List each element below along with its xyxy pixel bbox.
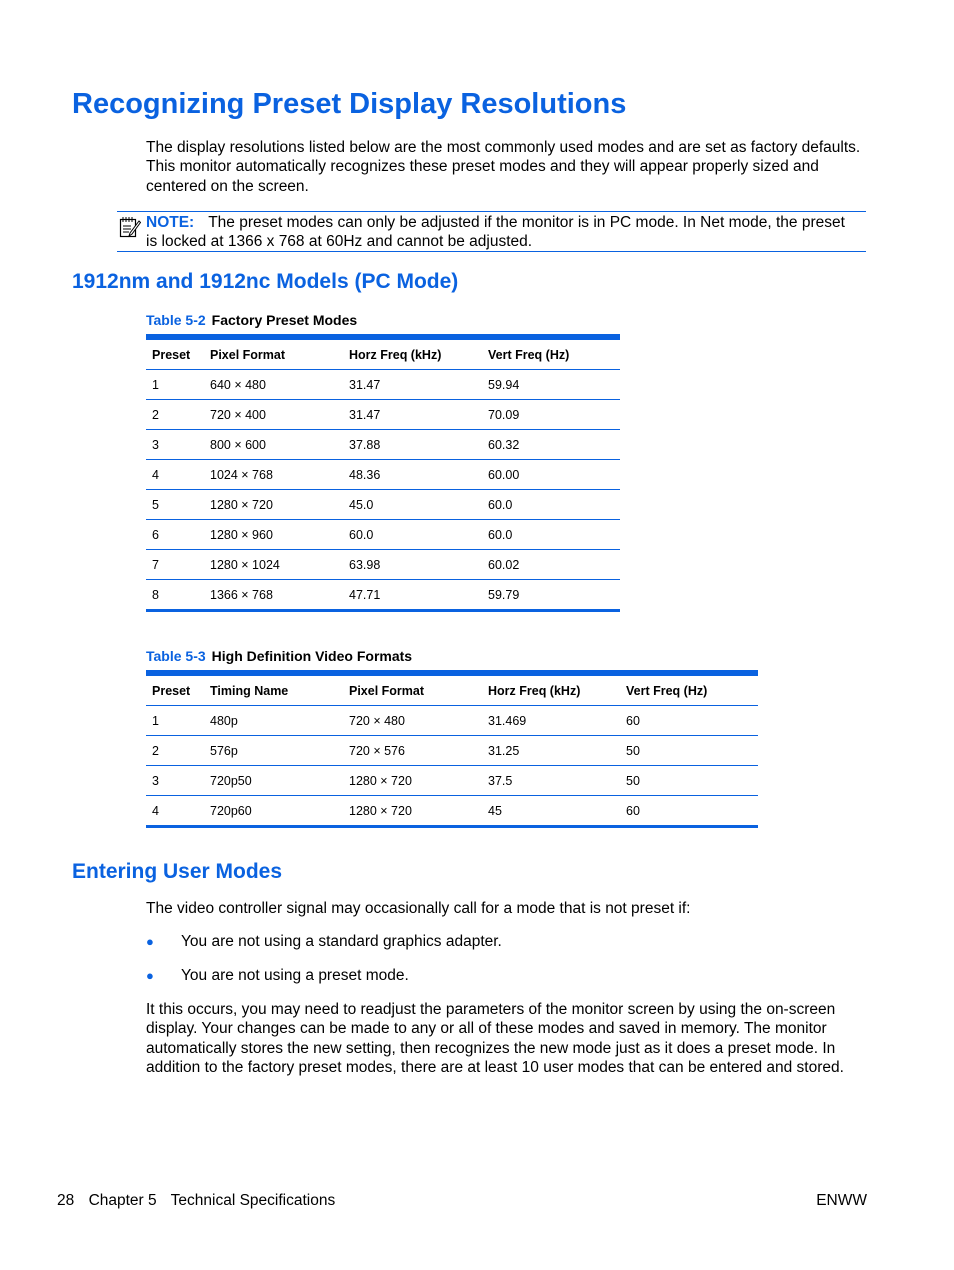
table-cell: 45.0 [343, 490, 482, 520]
table-header-row [146, 337, 620, 370]
chapter-title: Technical Specifications [170, 1192, 336, 1209]
table-row [146, 490, 620, 520]
table2-caption [146, 648, 412, 664]
section-heading-user-modes: Entering User Modes [72, 860, 283, 883]
column-header: Vert Freq (Hz) [620, 673, 758, 706]
table-cell: 31.47 [343, 370, 482, 400]
table-cell: 640 × 480 [204, 370, 343, 400]
column-header: Pixel Format [204, 337, 343, 370]
table-cell: 5 [146, 490, 204, 520]
table-cell: 720p50 [204, 766, 343, 796]
table-cell: 720p60 [210, 803, 252, 818]
table-cell: 48.36 [343, 460, 482, 490]
table-cell: 1024 × 768 [204, 460, 343, 490]
user-body-paragraph: It this occurs, you may need to readjust the parameters of the monitor screen by using the on-screen display. Your changes can be made to any or all of these modes and saved in memory. The monitor automatically stores the new setting, then recognizes the new mode just as it does a preset mode. In addition to the factory preset modes, there are at least 10 user modes that can be entered and stored. [146, 1001, 844, 1076]
table-cell: 60.0 [343, 520, 482, 550]
table-cell: 60.0 [482, 490, 620, 520]
table-cell: 59.94 [482, 370, 620, 400]
table-cell: 45 [488, 803, 502, 818]
note-text: The preset modes can only be adjusted if the monitor is in PC mode. In Net mode, the preset is locked at 1366 x 768 at 60Hz and cannot be adjusted. [146, 214, 845, 251]
column-header: Timing Name [204, 673, 343, 706]
table1-number: Table 5-2 [146, 312, 206, 328]
table-cell: 59.79 [488, 587, 520, 602]
table-cell: 50 [620, 766, 758, 796]
table-cell: 720 × 576 [343, 736, 482, 766]
table-cell: 720 × 480 [343, 706, 482, 736]
table-cell: 60.00 [482, 460, 620, 490]
table-cell: 1280 × 720 [349, 803, 412, 818]
column-header: Horz Freq (kHz) [343, 337, 482, 370]
column-header: Preset [146, 337, 204, 370]
table-row [146, 736, 758, 766]
hd-video-formats-table [146, 670, 758, 828]
table-row [146, 550, 620, 580]
table-row [146, 460, 620, 490]
column-header: Pixel Format [343, 673, 482, 706]
table-cell: 50 [620, 736, 758, 766]
page-title: Recognizing Preset Display Resolutions [72, 88, 627, 120]
note-icon [119, 216, 141, 238]
footer-code: ENWW [816, 1192, 867, 1209]
table2-title: High Definition Video Formats [211, 648, 413, 664]
table-row [146, 520, 620, 550]
user-intro-paragraph: The video controller signal may occasionally call for a mode that is not preset if: [146, 900, 691, 917]
column-header: Vert Freq (Hz) [482, 337, 620, 370]
intro-paragraph: The display resolutions listed below are the most commonly used modes and are set as factory defaults. This monitor automatically recognizes these preset modes and they will appear properly sized and centered on the screen. [146, 139, 861, 195]
table-row [146, 370, 620, 400]
table-row [146, 400, 620, 430]
table-cell: 60 [626, 803, 640, 818]
table-cell: 1 [146, 706, 204, 736]
table-cell: 576p [204, 736, 343, 766]
table-cell: 7 [146, 550, 204, 580]
table-row [146, 766, 758, 796]
table1-title: Factory Preset Modes [211, 312, 358, 328]
page-footer [57, 1192, 345, 1210]
table-row [146, 580, 620, 611]
table-cell: 3 [146, 430, 204, 460]
bullet-icon: ● [146, 934, 154, 949]
table-cell: 4 [146, 460, 204, 490]
table-cell: 63.98 [343, 550, 482, 580]
bullet-text: You are not using a preset mode. [181, 967, 409, 984]
table-cell: 1280 × 720 [204, 490, 343, 520]
table-cell: 2 [146, 400, 204, 430]
table-cell: 1 [146, 370, 204, 400]
table-cell: 31.47 [343, 400, 482, 430]
table-cell: 1280 × 720 [343, 766, 482, 796]
table-cell: 1280 × 960 [204, 520, 343, 550]
table-cell: 60.32 [482, 430, 620, 460]
table-cell: 3 [146, 766, 204, 796]
bullet-icon: ● [146, 968, 154, 983]
table1-caption [146, 312, 357, 328]
table-cell: 47.71 [349, 587, 381, 602]
table-row [146, 430, 620, 460]
page-number: 28 [57, 1192, 75, 1209]
table-cell: 60.0 [482, 520, 620, 550]
table2-number: Table 5-3 [146, 648, 206, 664]
table-cell: 37.5 [482, 766, 620, 796]
table-cell: 8 [152, 587, 159, 602]
bullet-text: You are not using a standard graphics adapter. [181, 933, 502, 950]
table-header-row [146, 673, 758, 706]
table-cell: 4 [152, 803, 159, 818]
note-content [146, 213, 846, 252]
table-cell: 60.02 [482, 550, 620, 580]
table-cell: 70.09 [482, 400, 620, 430]
table-cell: 1366 × 768 [210, 587, 273, 602]
chapter-label: Chapter 5 [88, 1192, 157, 1209]
table-cell: 720 × 400 [204, 400, 343, 430]
table-row [146, 796, 758, 827]
table-cell: 480p [204, 706, 343, 736]
table-cell: 31.469 [482, 706, 620, 736]
section-heading-models: 1912nm and 1912nc Models (PC Mode) [72, 270, 459, 293]
table-cell: 60 [620, 706, 758, 736]
table-row [146, 706, 758, 736]
table-cell: 6 [146, 520, 204, 550]
column-header: Horz Freq (kHz) [482, 673, 620, 706]
table-cell: 37.88 [343, 430, 482, 460]
note-box [117, 211, 866, 252]
column-header: Preset [146, 673, 204, 706]
factory-preset-table [146, 334, 620, 612]
note-label: NOTE: [146, 214, 195, 231]
table-cell: 2 [146, 736, 204, 766]
table-cell: 1280 × 1024 [204, 550, 343, 580]
table-cell: 800 × 600 [204, 430, 343, 460]
table-cell: 31.25 [482, 736, 620, 766]
